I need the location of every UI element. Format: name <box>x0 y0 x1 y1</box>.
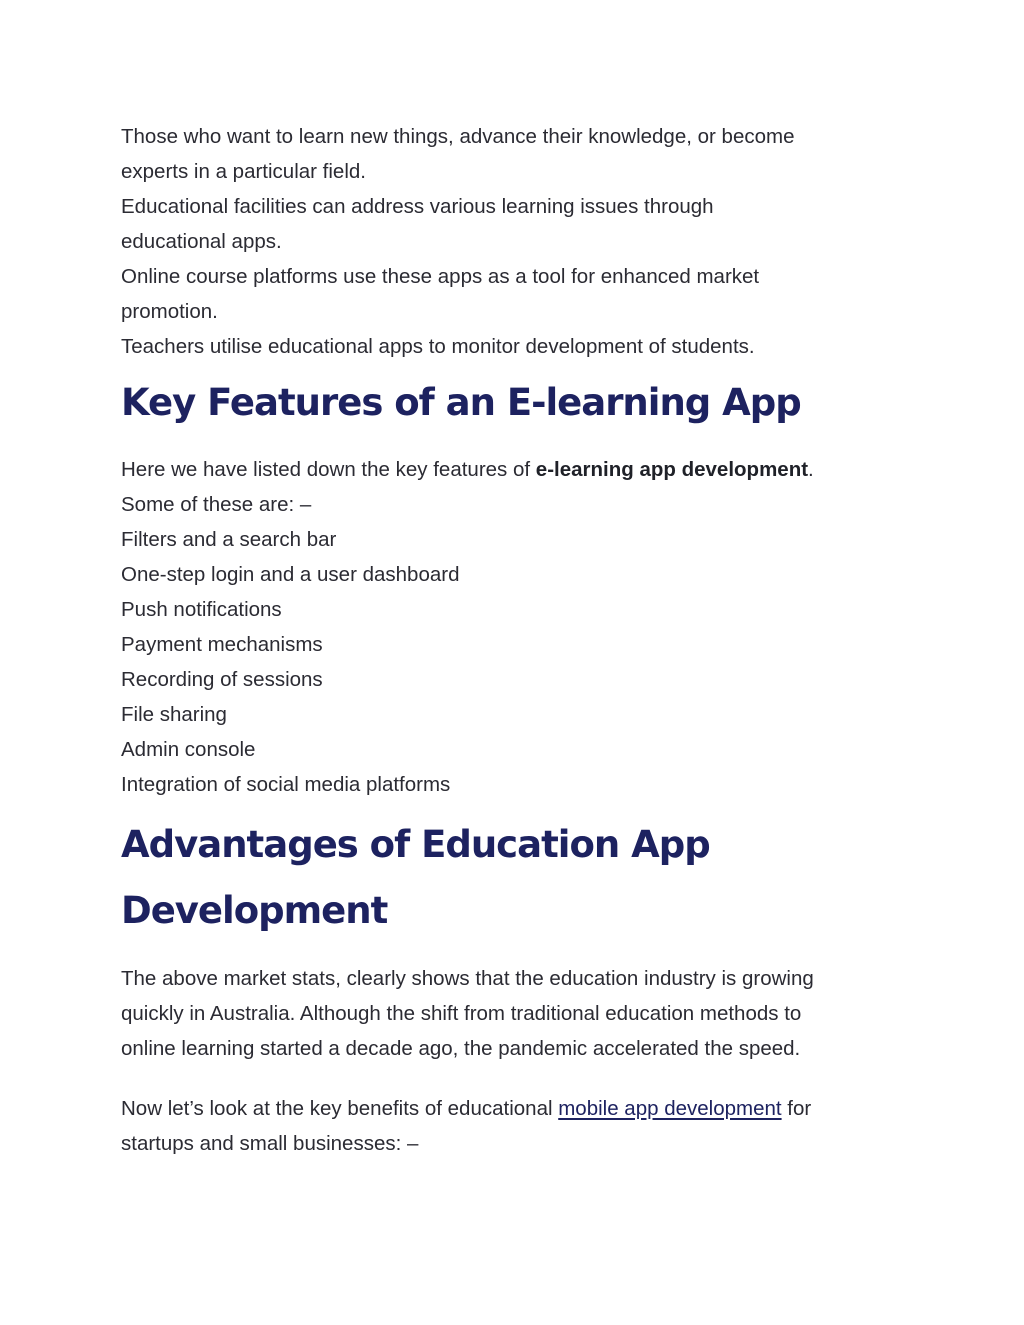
document-page <box>121 119 911 1161</box>
advantages-heading-line2: Development <box>121 889 388 932</box>
benefits-prefix: Now let’s look at the key benefits of educational <box>121 1097 559 1120</box>
key-features-lead <box>121 452 911 522</box>
intro-line: Online course platforms use these apps as a tool for enhanced market <box>121 265 760 288</box>
intro-line: Those who want to learn new things, advance their knowledge, or become <box>121 125 795 148</box>
key-features-heading: Key Features of an E-learning App <box>121 381 801 424</box>
lead-prefix: Here we have listed down the key features of <box>121 458 536 481</box>
intro-line: promotion. <box>121 300 218 323</box>
benefits-line2: startups and small businesses: – <box>121 1132 419 1155</box>
list-item: File sharing <box>121 703 227 726</box>
intro-line: Educational facilities can address various learning issues through <box>121 195 714 218</box>
advantages-heading-line1: Advantages of Education App <box>121 823 710 866</box>
list-item: One-step login and a user dashboard <box>121 563 460 586</box>
list-item: Recording of sessions <box>121 668 323 691</box>
benefits-suffix: for <box>781 1097 812 1120</box>
paragraph-line: The above market stats, clearly shows that the education industry is growing <box>121 967 814 990</box>
lead-suffix: . <box>808 458 814 481</box>
list-item: Integration of social media platforms <box>121 773 451 796</box>
benefits-paragraph <box>121 1091 911 1161</box>
mobile-app-development-link[interactable]: mobile app development <box>558 1097 782 1120</box>
key-features-lead-line2: Some of these are: – <box>121 493 312 516</box>
benefits-line <box>121 1091 911 1126</box>
lead-bold-term: e-learning app development <box>535 458 809 481</box>
paragraph-line: quickly in Australia. Although the shift from traditional education methods to <box>121 1002 802 1025</box>
advantages-heading <box>121 812 911 944</box>
list-item: Push notifications <box>121 598 282 621</box>
intro-line: experts in a particular field. <box>121 160 366 183</box>
list-item: Admin console <box>121 738 256 761</box>
paragraph-line: online learning started a decade ago, the pandemic accelerated the speed. <box>121 1037 801 1060</box>
key-features-lead-line <box>121 452 911 487</box>
intro-line: Teachers utilise educational apps to monitor development of students. <box>121 335 755 358</box>
list-item: Payment mechanisms <box>121 633 323 656</box>
advantages-paragraph <box>121 961 911 1066</box>
intro-line: educational apps. <box>121 230 282 253</box>
list-item: Filters and a search bar <box>121 528 337 551</box>
intro-section <box>121 119 911 364</box>
key-features-list <box>121 522 911 802</box>
